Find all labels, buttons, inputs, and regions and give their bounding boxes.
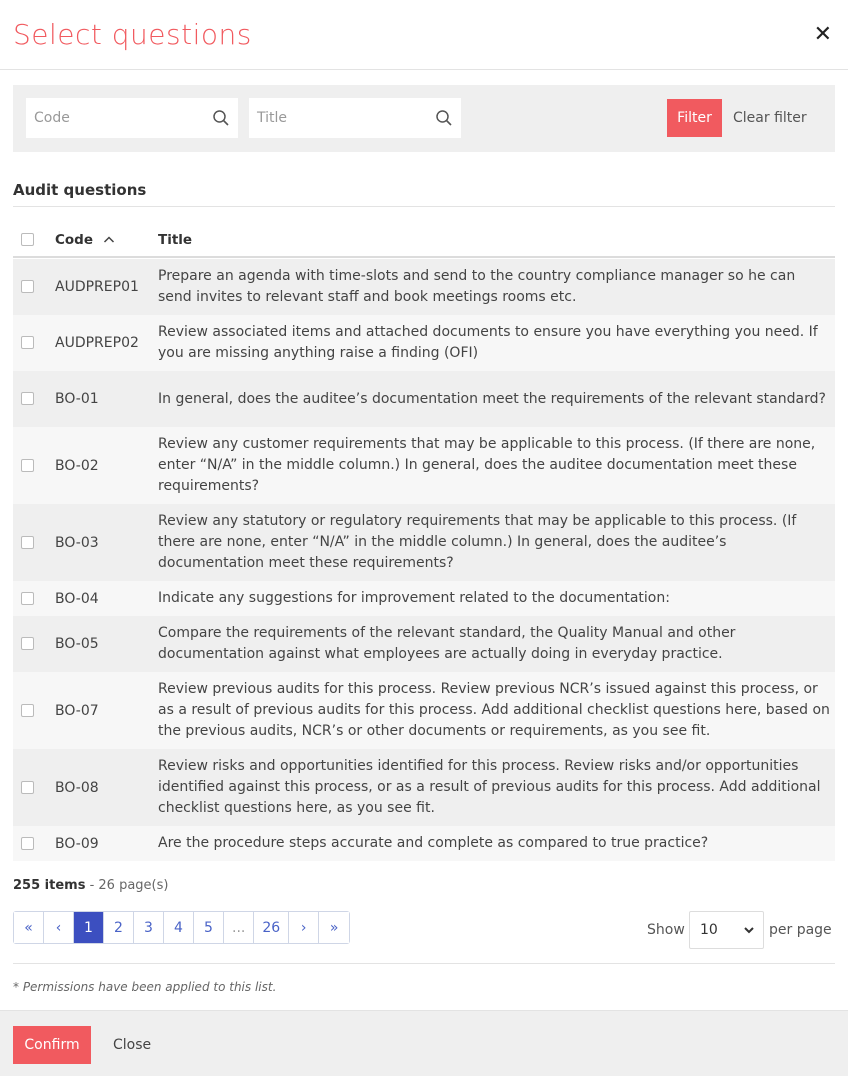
clear-filter-button[interactable]: Clear filter [733, 110, 807, 126]
page-size-value: 10 [700, 922, 718, 938]
table-row[interactable] [13, 749, 835, 826]
row-title: Prepare an agenda with time-slots and send to the country compliance manager so he can send invites to relevant staff and book meetings rooms etc. [158, 268, 796, 305]
table-row[interactable] [13, 616, 835, 672]
permissions-note: * Permissions have been applied to this list. [13, 980, 277, 994]
table-row[interactable] [13, 672, 835, 749]
table-header [13, 226, 835, 258]
page-size-select[interactable] [689, 911, 764, 949]
column-header-title[interactable]: Title [158, 232, 193, 248]
row-code: BO-03 [55, 534, 99, 551]
row-code: BO-04 [55, 590, 99, 607]
search-icon [212, 109, 230, 127]
first-page-button[interactable]: « [14, 912, 44, 943]
table-row[interactable] [13, 504, 835, 581]
row-code: BO-05 [55, 636, 99, 652]
table-row[interactable] [13, 826, 835, 861]
row-title: Review any statutory or regulatory requirements that may be applicable to this process. (If there are none, enter “N/A” in the middle column.) In general, does the auditee’s documentation meet these requirements? [158, 513, 797, 571]
divider [13, 963, 835, 964]
next-page-button[interactable]: › [289, 912, 319, 943]
last-page-button[interactable]: » [319, 912, 349, 943]
row-checkbox[interactable] [21, 280, 34, 293]
confirm-button[interactable]: Confirm [13, 1026, 91, 1064]
row-checkbox[interactable] [21, 392, 34, 405]
page-button-5[interactable]: 5 [194, 912, 224, 943]
row-code: BO-01 [55, 391, 99, 407]
table-row[interactable] [13, 259, 835, 315]
section-title: Audit questions [13, 181, 147, 199]
row-checkbox[interactable] [21, 637, 34, 650]
table-row[interactable] [13, 581, 835, 616]
code-filter-placeholder: Code [34, 110, 70, 126]
select-all-checkbox[interactable] [21, 233, 34, 246]
total-items: 255 items [13, 878, 86, 893]
page-button-3[interactable]: 3 [134, 912, 164, 943]
row-code: BO-09 [55, 835, 99, 852]
page-button-4[interactable]: 4 [164, 912, 194, 943]
item-count [13, 878, 168, 893]
prev-page-button[interactable]: ‹ [44, 912, 74, 943]
pagination [13, 911, 350, 944]
close-icon[interactable]: ✕ [813, 22, 832, 47]
table-row[interactable] [13, 371, 835, 427]
filter-button[interactable]: Filter [667, 99, 722, 137]
row-checkbox[interactable] [21, 837, 34, 850]
row-checkbox[interactable] [21, 704, 34, 717]
row-checkbox[interactable] [21, 781, 34, 794]
row-code: AUDPREP02 [55, 335, 139, 351]
dialog-title: Select questions [13, 18, 252, 51]
row-code: BO-02 [55, 457, 99, 474]
search-icon [435, 109, 453, 127]
column-header-code[interactable] [55, 232, 115, 248]
dialog-header [0, 0, 848, 70]
title-filter-placeholder: Title [257, 110, 288, 126]
row-title: Review any customer requirements that may be applicable to this process. (If there are none, enter “N/A” in the middle column.) In general, does the auditee documentation meet these requirements? [158, 436, 816, 494]
row-title: Are the procedure steps accurate and complete as compared to true practice? [158, 835, 709, 851]
table-row[interactable] [13, 427, 835, 504]
filter-bar [13, 85, 835, 152]
close-button[interactable]: Close [113, 1037, 152, 1053]
page-ellipsis: ... [224, 912, 254, 943]
title-filter-input[interactable] [249, 98, 461, 138]
row-checkbox[interactable] [21, 336, 34, 349]
row-checkbox[interactable] [21, 459, 34, 472]
row-title: Indicate any suggestions for improvement related to the documentation: [158, 590, 670, 606]
show-label: Show [647, 922, 685, 938]
page-count: - 26 page(s) [85, 878, 169, 893]
row-code: BO-07 [55, 702, 99, 719]
column-header-code-label: Code [55, 232, 94, 248]
page-button-2[interactable]: 2 [104, 912, 134, 943]
code-filter-input[interactable] [26, 98, 238, 138]
page-button-1[interactable]: 1 [74, 912, 104, 943]
question-table-body [13, 259, 835, 861]
per-page-label: per page [769, 922, 832, 938]
page-button-26[interactable]: 26 [254, 912, 289, 943]
row-title: In general, does the auditee’s documentation meet the requirements of the relevant standard? [158, 390, 826, 407]
row-checkbox[interactable] [21, 592, 34, 605]
dialog-footer [0, 1010, 848, 1076]
row-checkbox[interactable] [21, 536, 34, 549]
sort-ascending-icon [103, 235, 115, 244]
row-code: AUDPREP01 [55, 279, 139, 295]
divider [13, 206, 835, 207]
row-title: Review associated items and attached documents to ensure you have everything you need. If you are missing anything raise a finding (OFI) [158, 324, 818, 361]
row-title: Compare the requirements of the relevant standard, the Quality Manual and other documentation against what employees are actually doing in everyday practice. [158, 625, 736, 662]
chevron-down-icon [743, 924, 755, 936]
row-code: BO-08 [55, 779, 99, 796]
row-title: Review risks and opportunities identified for this process. Review risks and/or opportunities identified against this process, or as a result of previous audits for this process. Add additional checklist questions here, as you see fit. [158, 758, 821, 816]
table-row[interactable] [13, 315, 835, 371]
row-title: Review previous audits for this process. Review previous NCR’s issued against this process, or as a result of previous audits for this process. Add additional checklist questions here, based on the previous audits, NCR’s or other documents or requirements, as you see fit. [158, 681, 830, 739]
